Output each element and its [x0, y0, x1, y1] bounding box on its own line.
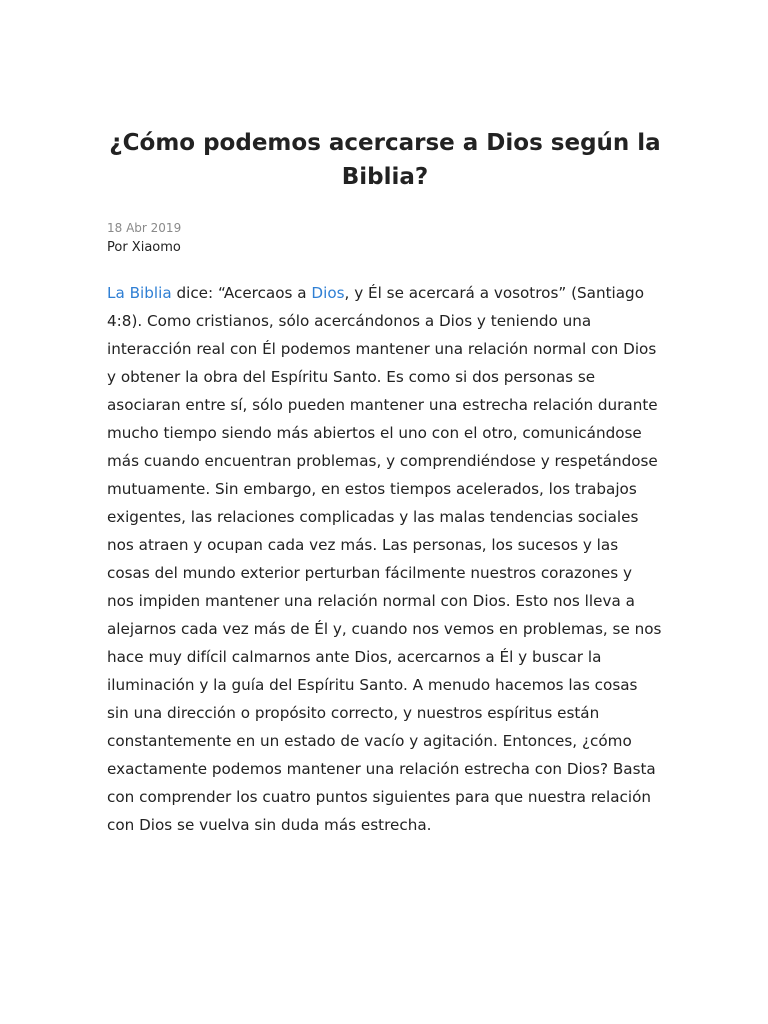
article-meta: [107, 220, 663, 257]
article-title: ¿Cómo podemos acercarse a Dios según la Biblia?: [109, 130, 661, 190]
paragraph-text-2: , y Él se acercará a vosotros” (Santiago 4:8). Como cristianos, sólo acercándonos a Dios y teniendo una interacción real con Él podemos mantener una relación normal con Dios y obtener la obra del Espíritu Santo. Es como si dos personas se asociaran entre sí, sólo pueden mantener una estrecha relación durante mucho tiempo siendo más abiertos el uno con el otro, comunicándose más cuando encuentran problemas, y comprendiéndose y respetándose mutuamente. Sin embargo, en estos tiempos acelerados, los trabajos exigentes, las relaciones complicadas y las malas tendencias sociales nos atraen y ocupan cada vez más. Las personas, los sucesos y las cosas del mundo exterior perturban fácilmente nuestros corazones y nos impiden mantener una relación normal con Dios. Esto nos lleva a alejarnos cada vez más de Él y, cuando nos vemos en problemas, se nos hace muy difícil calmarnos ante Dios, acercarnos a Él y buscar la iluminación y la guía del Espíritu Santo. A menudo hacemos las cosas sin una dirección o propósito correcto, y nuestros espíritus están constantemente en un estado de vacío y agitación. Entonces, ¿cómo exactamente podemos mantener una relación estrecha con Dios? Basta con comprender los cuatro puntos siguientes para que nuestra relación con Dios se vuelva sin duda más estrecha.: [107, 284, 662, 834]
article: [107, 126, 663, 839]
paragraph-text-1: dice: “Acercaos a: [171, 284, 312, 302]
dios-link[interactable]: Dios: [311, 284, 345, 302]
author-byline: Por Xiaomo: [107, 240, 181, 255]
article-paragraph: [107, 279, 663, 839]
la-biblia-link[interactable]: La Biblia: [107, 284, 172, 302]
publish-date: 18 Abr 2019: [107, 221, 182, 235]
